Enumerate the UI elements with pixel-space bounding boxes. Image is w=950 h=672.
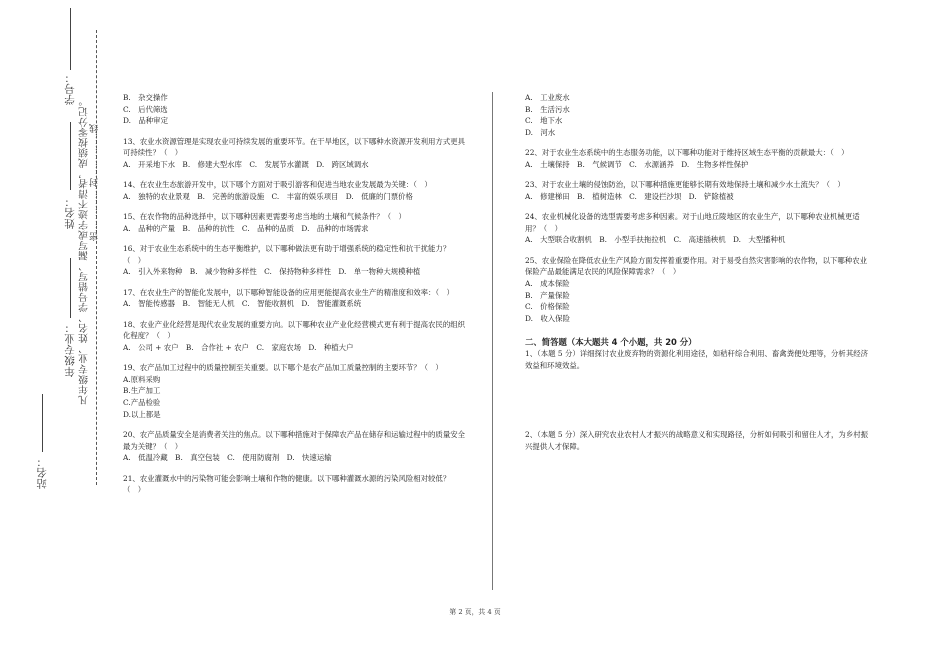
class-underline (70, 258, 71, 318)
seal-dashed-line (96, 30, 97, 485)
question-13 (123, 136, 468, 171)
question-options: A. 智能传感器 B. 智能无人机 C. 智能收割机 D. 智能灌溉系统 (123, 299, 362, 309)
name-label: 姓名： (64, 196, 76, 229)
student-id-underline (70, 8, 71, 70)
question-options: A. 公司 + 农户 B. 合作社 + 农户 C. 家庭农场 D. 种植大户 (123, 342, 354, 352)
question-24 (525, 211, 870, 246)
right-column (525, 92, 870, 453)
question-stem: 22、对于农业生态系统中的生态服务功能，以下哪种功能对于维持区域生态平衡的贡献最大：（ ） (525, 148, 849, 158)
question-21 (123, 473, 468, 496)
option-d: D.以上都是 (123, 409, 161, 419)
option-d: D. 河水 (525, 127, 556, 137)
option-c: C.产品检验 (123, 398, 161, 408)
option-b: B. 杂交操作 (123, 93, 168, 102)
option-c: C. 价格保险 (525, 302, 570, 312)
left-column (123, 92, 468, 496)
question-19 (123, 362, 468, 420)
question-18 (123, 319, 468, 354)
question-stem: 1、（本题 5 分）详细探讨农业废弃物的资源化利用途径，如秸秆综合利用、畜禽粪便处理等，分析其经济效益和环境效益。 (525, 349, 868, 370)
question-22 (525, 147, 870, 170)
binding-margin (0, 0, 110, 672)
question-options: A. 开采地下水 B. 修建大型水库 C. 发展节水灌溉 D. 跨区域调水 (123, 159, 369, 169)
question-stem: 20、农产品质量安全是消费者关注的焦点。以下哪种措施对于保障农产品在储存和运输过程中的质量安全最为关键？（ ） (123, 430, 465, 451)
class-label: 年级专业： (64, 322, 76, 377)
question-options: A. 引入外来物种 B. 减少物种多样性 C. 保持物种多样性 D. 单一物种大规模种植 (123, 267, 421, 277)
question-25 (525, 255, 870, 325)
section-2-title: 二、简答题（本大题共 4 个小题，共 20 分） (525, 337, 697, 348)
seal-line-text: 密……………封……………线 (90, 124, 100, 241)
question-stem: 25、农业保险在降低农业生产风险方面发挥着重要作用。对于易受自然灾害影响的农作物，以下哪种农业保险产品最能满足农民的风险保障需求？（ ） (525, 255, 867, 277)
question-stem: 18、农业产业化经营是现代农业发展的重要方向。以下哪种农业产业化经营模式更有利于提高农民的组织化程度？（ ） (123, 319, 465, 341)
question-options: A. 品种的产量 B. 品种的抗性 C. 品种的品质 D. 品种的市场需求 (123, 223, 369, 233)
question-20 (123, 429, 468, 464)
question-options: A. 修建梯田 B. 植树造林 C. 建设拦沙坝 D. 铲除植被 (525, 191, 734, 201)
option-d: D. 品种审定 (123, 116, 168, 126)
question-stem: 19、农产品加工过程中的质量控制至关重要。以下哪个是农产品加工质量控制的主要环节？（ ） (123, 363, 443, 373)
student-id-label: 学号： (64, 72, 76, 105)
option-a: A.原料采购 (123, 374, 161, 384)
question-12-continued (123, 92, 468, 127)
option-c: C. 后代筛选 (123, 104, 168, 114)
warning-text: 凡年级专业、姓名、学号错写、漏写或字迹不清者，成绩按零分记。 (79, 96, 90, 405)
question-options: A. 独特的农业景观 B. 完善的旅游设施 C. 丰富的娱乐项目 D. 低廉的门票价格 (123, 191, 413, 201)
page-number: 第 2 页，共 4 页 (449, 608, 501, 616)
question-stem: 21、农业灌溉水中的污染物可能会影响土壤和作物的健康。以下哪种灌溉水源的污染风险相对较低？（ ） (123, 473, 451, 495)
question-stem: 24、农业机械化设备的选型需要考虑多种因素。对于山地丘陵地区的农业生产，以下哪种农业机械更适用？（ ） (525, 212, 860, 233)
question-stem: 23、对于农业土壤的侵蚀防治，以下哪种措施更能够长期有效地保持土壤和减少水土流失？（ ） (525, 180, 845, 190)
question-14 (123, 179, 468, 202)
question-options: A. 大型联合收割机 B. 小型手扶拖拉机 C. 高速插秧机 D. 大型播种机 (525, 235, 786, 245)
question-15 (123, 211, 468, 234)
question-stem: 14、在农业生态旅游开发中，以下哪个方面对于吸引游客和促进当地农业发展最为关键：（ ） (123, 180, 432, 190)
option-a: A. 工业废水 (525, 93, 570, 102)
school-label: 站名： (36, 456, 48, 489)
question-17 (123, 287, 468, 310)
school-underline (42, 394, 43, 452)
short-answer-2 (525, 429, 870, 452)
option-b: B. 生活污水 (525, 104, 570, 114)
option-b: B.生产加工 (123, 386, 161, 396)
option-a: A. 成本保险 (525, 278, 570, 288)
question-stem: 13、农业水资源管理是实现农业可持续发展的重要环节。在干旱地区，以下哪种水资源开发利用方式更具可持续性？（ ） (123, 136, 465, 158)
question-stem: 2、（本题 5 分）深入研究农业农村人才振兴的战略意义和实现路径，分析如何吸引和留住人才，为乡村振兴提供人才保障。 (525, 430, 868, 452)
column-divider (492, 92, 493, 590)
question-23 (525, 179, 870, 202)
question-stem: 15、在农作物的品种选择中，以下哪种因素更需要考虑当地的土壤和气候条件？（ ） (123, 212, 406, 222)
question-16 (123, 243, 468, 278)
question-options: A. 低温冷藏 B. 真空包装 C. 使用防腐剂 D. 快速运输 (123, 453, 332, 463)
short-answer-1 (525, 348, 870, 371)
option-b: B. 产量保险 (525, 290, 570, 300)
option-c: C. 地下水 (525, 116, 563, 126)
question-stem: 16、对于农业生态系统中的生态平衡维护，以下哪种做法更有助于增强系统的稳定性和抗干扰能力？（ ） (123, 244, 451, 265)
name-underline (70, 122, 71, 190)
question-stem: 17、在农业生产的智能化发展中，以下哪种智能设备的应用更能提高农业生产的精准度和效率：（ ） (123, 287, 454, 297)
option-d: D. 收入保险 (525, 313, 570, 323)
question-21-continued (525, 92, 870, 138)
question-options: A. 土壤保持 B. 气候调节 C. 水源涵养 D. 生物多样性保护 (525, 159, 749, 169)
